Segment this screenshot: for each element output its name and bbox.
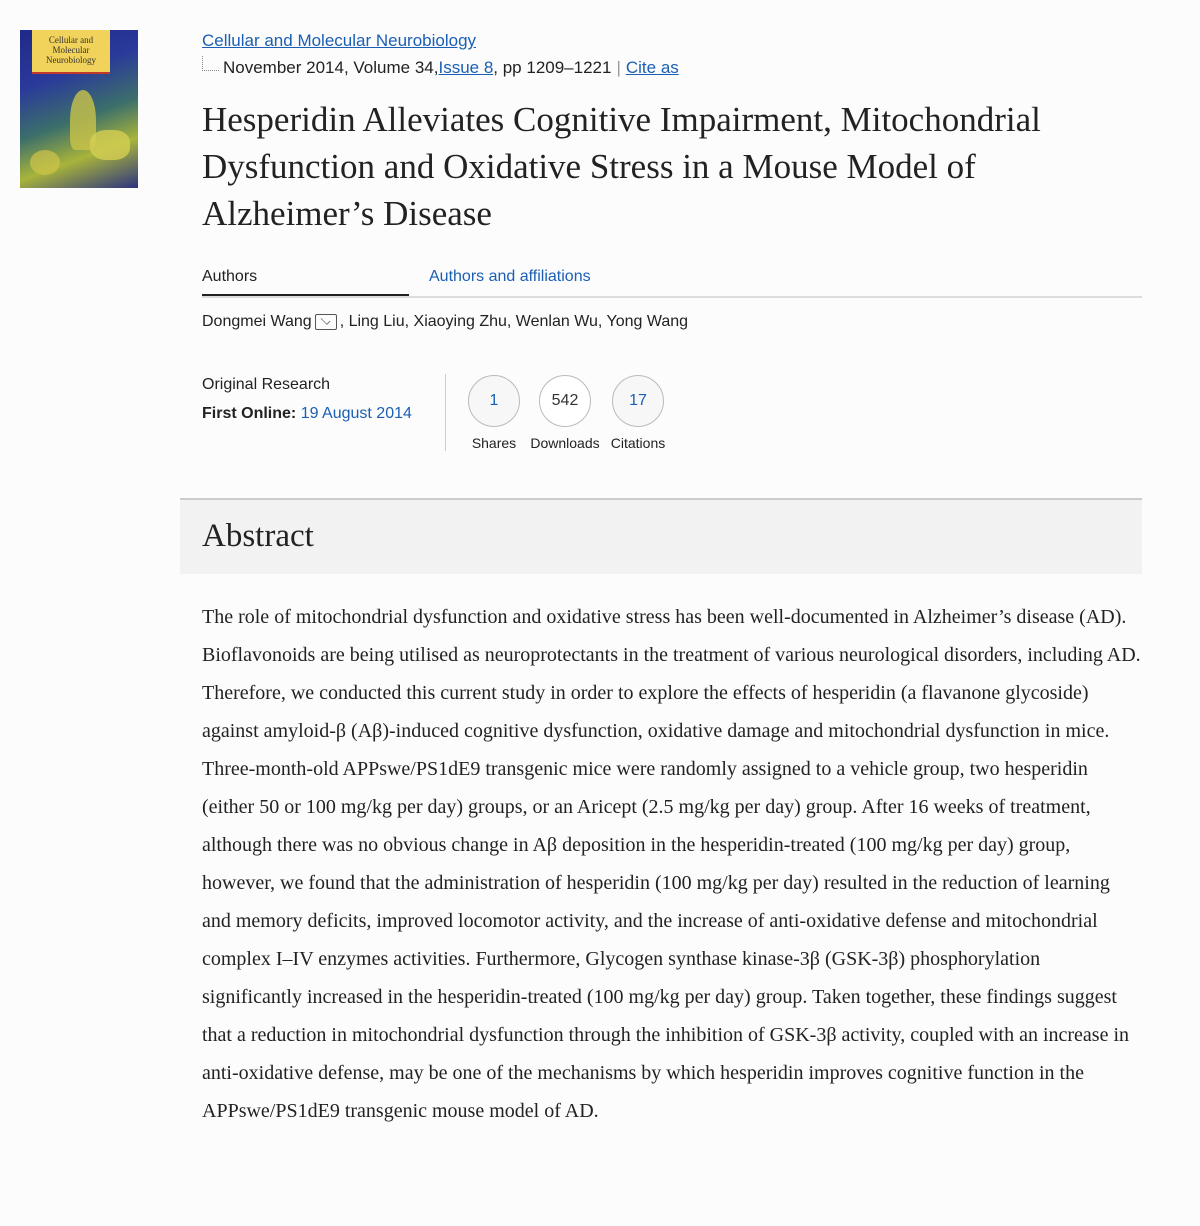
other-authors[interactable]: , Ling Liu, Xiaoying Zhu, Wenlan Wu, Yong Wang — [339, 313, 689, 330]
author-tabs — [202, 266, 1142, 298]
article-title: Hesperidin Alleviates Cognitive Impairment, Mitochondrial Dysfunction and Oxidative Stress in a Mouse Model of Alzheimer’s Disease — [202, 100, 1041, 233]
journal-link[interactable]: Cellular and Molecular Neurobiology — [202, 31, 477, 50]
cover-title-line: Neurobiology — [46, 55, 96, 65]
tree-connector-icon — [202, 56, 219, 71]
author-list — [202, 313, 688, 331]
abstract-heading: Abstract — [202, 518, 314, 554]
separator: | — [616, 58, 621, 77]
abstract-text: The role of mitochondrial dysfunction and oxidative stress has been well-documented in Alzheimer’s disease (AD). Bioflavonoids are being utilised as neuroprotectants in the treatment of various neurological disorders, including AD. Therefore, we conducted this current study in order to explore the effects of hesperidin (a flavanone glycoside) against amyloid-β (Aβ)-induced cognitive dysfunction, oxidative damage and mitochondrial dysfunction in mice. Three-month-old APPswe/PS1dE9 transgenic mice were randomly assigned to a vehicle group, two hesperidin (either 50 or 100 mg/kg per day) groups, or an Aricept (2.5 mg/kg per day) group. After 16 weeks of treatment, although there was no obvious change in Aβ deposition in the hesperidin-treated (100 mg/kg per day) group, however, we found that the administration of hesperidin (100 mg/kg per day) resulted in the reduction of learning and memory deficits, improved locomotor activity, and the increase of anti-oxidative defense and mitochondrial complex I–IV enzymes activities. Furthermore, Glycogen synthase kinase-3β (GSK-3β) phosphorylation significantly increased in the hesperidin-treated (100 mg/kg per day) group. Taken together, these findings suggest that a reduction in mitochondrial dysfunction through the inhibition of GSK-3β activity, coupled with an increase in anti-oxidative defense, may be one of the mechanisms by which hesperidin improves cognitive function in the APPswe/PS1dE9 transgenic mouse model of AD. — [202, 606, 1141, 1122]
metric-label: Citations — [610, 435, 666, 451]
abstract-section-header — [180, 498, 1142, 574]
publication-info — [202, 58, 679, 78]
metric-shares[interactable] — [454, 375, 534, 451]
tab-authors[interactable]: Authors — [202, 266, 409, 296]
cover-art-shape — [30, 150, 60, 175]
first-online — [202, 405, 412, 423]
metric-value[interactable]: 17 — [612, 375, 664, 427]
metric-citations[interactable] — [598, 375, 678, 451]
author-name[interactable]: Dongmei Wang — [202, 313, 312, 330]
email-icon[interactable] — [315, 314, 337, 330]
tab-authors-and-affiliations[interactable]: Authors and affiliations — [429, 268, 591, 285]
issue-link[interactable]: Issue 8 — [438, 58, 494, 77]
journal-cover-image[interactable] — [20, 30, 138, 188]
divider — [445, 374, 446, 451]
first-online-date: 19 August 2014 — [300, 405, 412, 422]
metric-value[interactable]: 1 — [468, 375, 520, 427]
article-type: Original Research — [202, 376, 331, 393]
page-range: , pp 1209–1221 — [493, 58, 612, 77]
cite-as-link[interactable]: Cite as — [625, 58, 679, 77]
metric-value: 542 — [539, 375, 591, 427]
date-volume: November 2014, Volume 34, — [223, 58, 439, 77]
cover-art-shape — [90, 130, 130, 160]
first-online-label: First Online: — [202, 405, 297, 422]
metric-downloads — [525, 375, 605, 451]
metric-label: Shares — [471, 435, 517, 451]
cover-title-band — [32, 30, 110, 74]
cover-title-line: Molecular — [52, 45, 90, 55]
metric-label: Downloads — [530, 435, 600, 451]
cover-title-line: Cellular and — [48, 35, 94, 45]
